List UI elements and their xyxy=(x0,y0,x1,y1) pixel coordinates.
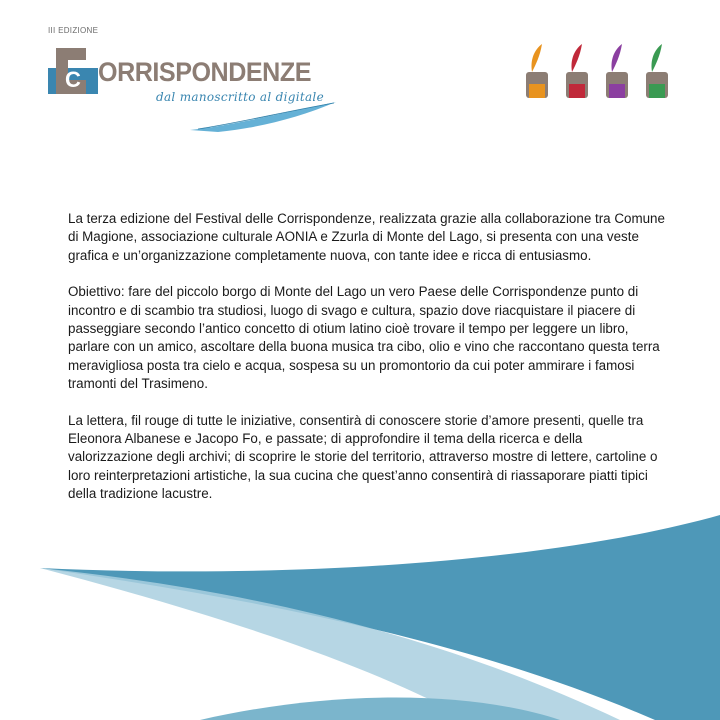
body-text xyxy=(68,210,668,522)
paragraph-intro: La terza edizione del Festival delle Corrispondenze, realizzata grazie alla collaborazione tra Comune di Magione, associazione culturale AONIA e Zzurla di Monte del Lago, si presenta con una veste grafica e un’organizzazione completamente nuova, con tante idee e ricca di entusiasmo. xyxy=(68,211,665,263)
quill-ink-icons xyxy=(520,42,680,104)
orange-quill-icon xyxy=(520,42,554,104)
logo-c-icon xyxy=(48,46,98,94)
logo-subtitle: dal manoscritto al digitale xyxy=(156,90,324,104)
paragraph-objective: Obiettivo: fare del piccolo borgo di Monte del Lago un vero Paese delle Corrispondenze punto di incontro e di scambio tra studiosi, luogo di svago e cultura, spazio dove riacquistare il piacere di passeggiare secondo l’antico concetto di otium latino cioè trovare il tempo per leggere un libro, parlare con un amico, ascoltare della buona musica tra cibo, olio e vino che raccontano questa terra meravigliosa posta tra cielo e acqua, sospesa su un promontorio da cui poter ammirare i famosi tramonti del Trasimeno. xyxy=(68,284,660,392)
purple-quill-icon xyxy=(600,42,634,104)
wave-dark xyxy=(40,515,720,720)
logo-letter: C xyxy=(65,67,81,92)
festival-logo xyxy=(48,44,348,134)
red-quill-icon xyxy=(560,42,594,104)
edition-label: III EDIZIONE xyxy=(48,26,99,35)
green-quill-icon xyxy=(640,42,674,104)
logo-title: ORRISPONDENZE xyxy=(98,57,311,87)
feather-icon xyxy=(188,96,338,136)
paragraph-letter: La lettera, fil rouge di tutte le iniziative, consentirà di conoscere storie d’amore presenti, quelle tra Eleonora Albanese e Jacopo Fo, e passate; di approfondire il tema della ricerca e della valorizzazione degli archivi; di scoprire le storie del territorio, attraverso mostre di lettere, cartoline o loro reinterpretazioni artistiche, la sua cucina che quest’anno consentirà di riassaporare piatti tipici della tradizione lacustre. xyxy=(68,412,658,502)
